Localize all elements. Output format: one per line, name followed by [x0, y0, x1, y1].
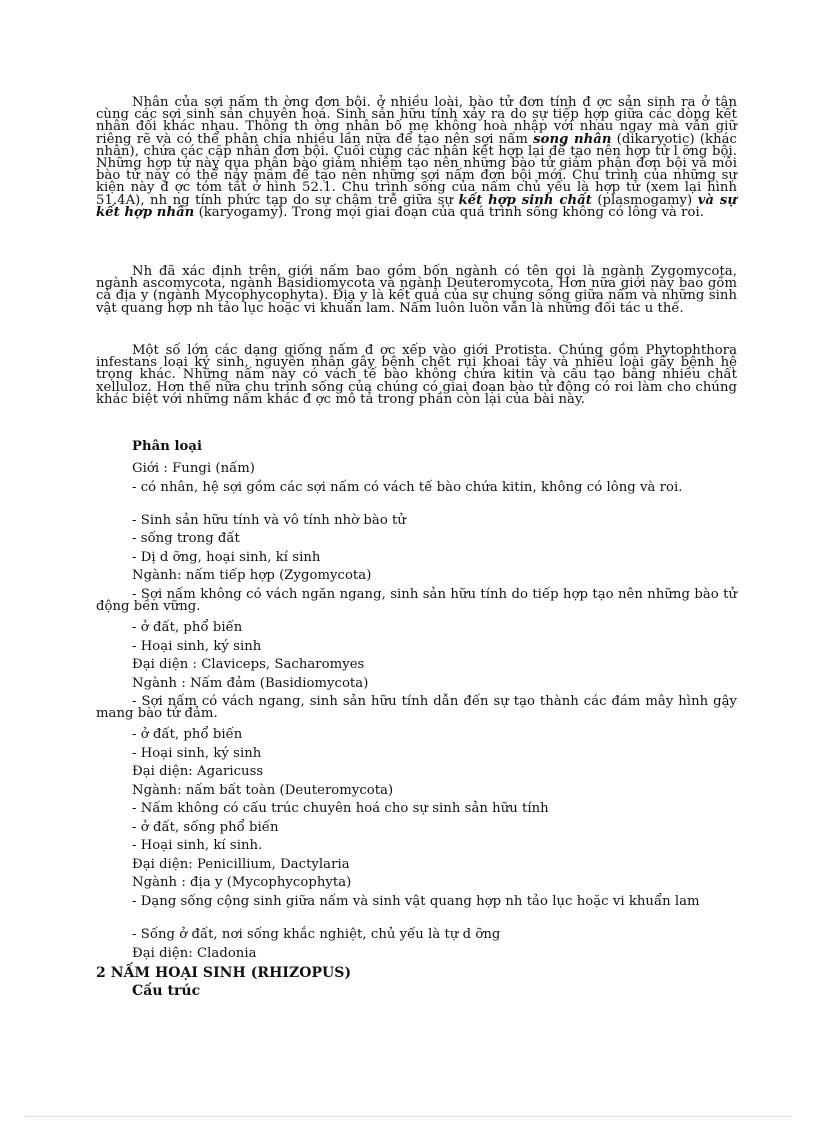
- kingdom-trait-2: - Sinh sản hữu tính và vô tính nhờ bào tử: [132, 513, 406, 528]
- kingdom-line: Giới : Fungi (nấm): [132, 461, 255, 476]
- zygomycota-examples: Đại diện : Claviceps, Sacharomyes: [132, 657, 365, 672]
- mycophycophyta-trait-1: - Dạng sống cộng sinh giữa nấm và sinh vật quang hợp nh tảo lục hoặc vi khuẩn lam: [132, 894, 700, 909]
- mycophycophyta-trait-2: - Sống ở đất, nơi sống khắc nghiệt, chủ yếu là tự d ỡng: [132, 927, 501, 942]
- zygomycota-trait-3: - Hoại sinh, ký sinh: [132, 639, 262, 654]
- zygomycota-heading: Ngành: nấm tiếp hợp (Zygomycota): [132, 568, 372, 583]
- kingdom-trait-3: - sống trong đất: [132, 531, 240, 546]
- zygomycota-trait-2: - ở đất, phổ biến: [132, 620, 243, 635]
- classification-heading: Phân loại: [132, 439, 203, 454]
- deuteromycota-trait-1: - Nấm không có cấu trúc chuyên hoá cho sự sinh sản hữu tính: [132, 801, 549, 816]
- mycophycophyta-heading: Ngành : địa y (Mycophycophyta): [132, 875, 352, 890]
- term-plasmogamy: kết hợp sinh chất: [458, 192, 592, 208]
- basidiomycota-trait-3: - Hoại sinh, ký sinh: [132, 746, 262, 761]
- kingdom-trait-1: - có nhân, hệ sợi gồm các sợi nấm có vách tế bào chứa kitin, không có lông và roi.: [132, 480, 683, 495]
- basidiomycota-examples: Đại diện: Agaricuss: [132, 764, 264, 779]
- deuteromycota-heading: Ngành: nấm bất toàn (Deuteromycota): [132, 783, 394, 798]
- deuteromycota-examples: Đại diện: Penicillium, Dactylaria: [132, 857, 350, 872]
- basidiomycota-trait-2: - ở đất, phổ biến: [132, 727, 243, 742]
- mycophycophyta-examples: Đại diện: Cladonia: [132, 946, 257, 961]
- subsection-heading-structure: Cấu trúc: [132, 983, 201, 999]
- basidiomycota-trait-1: - Sợi nấm có vách ngang, sinh sản hữu tính dẫn đến sự tạo thành các đám mây hình gậy mang bào tử đảm.: [96, 694, 737, 722]
- deuteromycota-trait-2: - ở đất, sống phổ biến: [132, 820, 279, 835]
- paragraph-fungi-divisions: Nh đã xác định trên, giới nấm bao gồm bốn ngành có tên gọi là ngành Zygomycota, ngành ascomycota, ngành Basidiomycota và ngành Deuteromycota. Hơn nữa giới này bao gồm cả địa y (ngành Mycophycophyta). Địa y là kết quả của sự chung sống giữa nấm và những sinh vật quang hợp nh tảo lục hoặc vi khuẩn lam. Nấm luôn luôn vẫn là những đối tác u thế.: [96, 264, 737, 316]
- page-bottom-divider: [24, 1116, 792, 1117]
- deuteromycota-trait-3: - Hoại sinh, kí sinh.: [132, 838, 263, 853]
- section-heading-rhizopus: 2 NẤM HOẠI SINH (RHIZOPUS): [96, 965, 352, 981]
- basidiomycota-heading: Ngành : Nấm đảm (Basidiomycota): [132, 676, 369, 691]
- zygomycota-trait-1: - Sợi nấm không có vách ngăn ngang, sinh sản hữu tính do tiếp hợp tạo nên những bào tử động bền vững.: [96, 587, 737, 615]
- term-karyogamy: và sự kết hợp nhân: [96, 192, 738, 220]
- kingdom-trait-4: - Dị d ỡng, hoại sinh, kí sinh: [132, 550, 321, 565]
- paragraph-nucleus: Nhân của sợi nấm th ờng đơn bội. ở nhiều loài, bào tử đơn tính đ ợc sản sinh ra ở tận cùng các sợi sinh sản chuyên hoá. Sinh sản hữu tính xảy ra do sự tiếp hợp giữa các dòng kết nhân đối khác nhau. Thông th ờng nhân bố mẹ không hoà nhập với nhau ngay mà vẫn giữ riêng rẽ và có thể phân chia nhiều lần nữa để tạo nên sợi nấm song nhân (dikaryotic) (khác nhân), chứa các cặp nhân đơn bội. Cuối cùng các nhân kết hợp lại để tạo nên hợp tử l ỡng bội. Những hợp tử này qua phân bào giảm nhiễm tạo nên những bào tử giảm phân đơn bội và mỗi bào tử này có thể nảy mầm để tạo nên những sợi nấm đơn bội mới. Chu trình của những sự kiện này đ ợc tóm tắt ở hình 52.1. Chu trình sống của nấm chủ yếu là hợp tử (xem lại hình 51.4A), nh ng tính phức tạp do sự chậm trễ giữa sự kết hợp sinh chất (plasmogamy) và sự kết hợp nhân (karyogamy). Trong mọi giai đoạn của quá trình sống không có lông và roi.: [96, 95, 738, 220]
- term-song-nhan: song nhân: [533, 131, 612, 147]
- paragraph-protista: Một số lớn các dạng giống nấm đ ợc xếp vào giới Protista. Chúng gồm Phytophthora infestans loại ký sinh, nguyên nhân gây bệnh chết rụi khoai tây và nhiều loài gây bệnh hệ trọng khác. Những nấm này có vách tế bào không chứa kitin và cấu tạo bằng nhiều chất xelluloz. Hơn thế nữa chu trình sống của chúng có giai đoạn bào tử động có roi làm cho chúng khác biệt với những nấm khác đ ợc mô tả trong phần còn lại của bài này.: [96, 343, 737, 407]
